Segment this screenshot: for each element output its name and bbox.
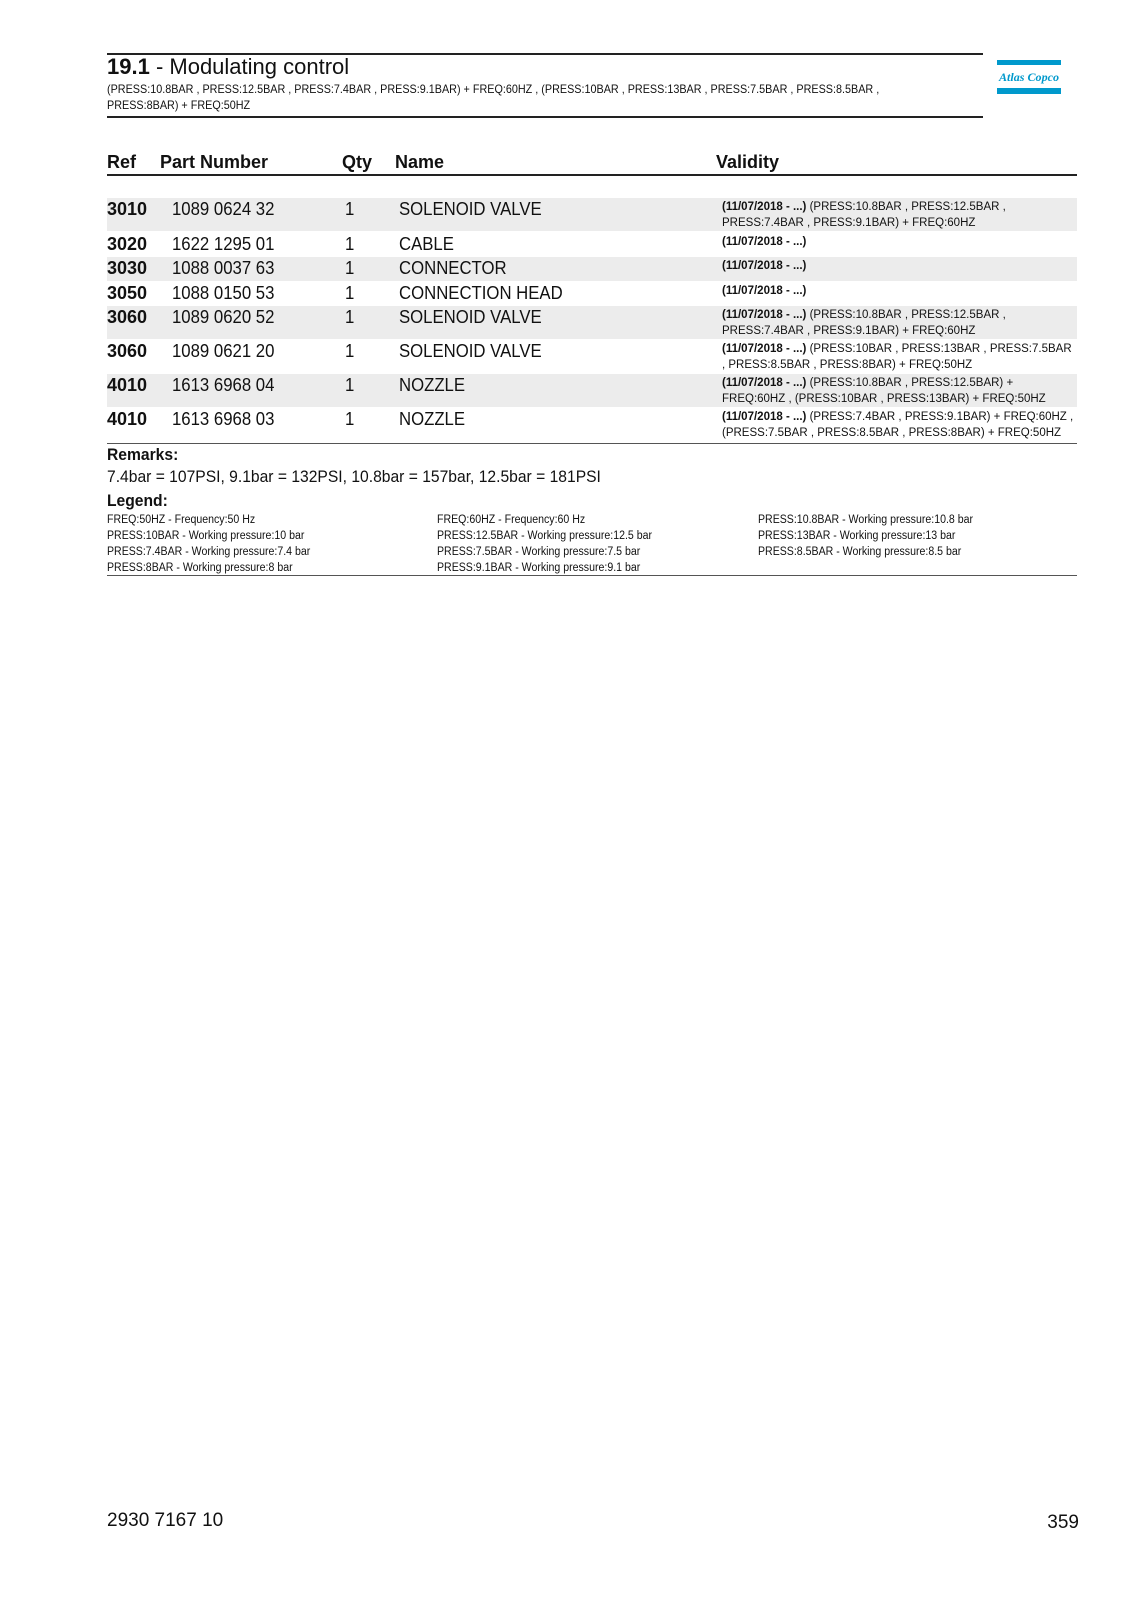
cell-name: CONNECTOR bbox=[399, 258, 507, 278]
cell-part-number: 1089 0620 52 bbox=[172, 307, 275, 327]
cell-name: SOLENOID VALVE bbox=[399, 307, 542, 327]
validity-text: (PRESS:10BAR , PRESS:13BAR , PRESS:7.5BAR , PRESS:8.5BAR , PRESS:8BAR) + FREQ:50HZ bbox=[722, 343, 1072, 371]
cell-name: CONNECTION HEAD bbox=[399, 283, 563, 303]
cell-qty: 1 bbox=[345, 375, 355, 395]
legend-item: PRESS:13BAR - Working pressure:13 bar bbox=[758, 530, 956, 542]
section-title-text: - Modulating control bbox=[149, 54, 350, 79]
legend-item: PRESS:10BAR - Working pressure:10 bar bbox=[107, 530, 305, 542]
cell-part-number: 1089 0624 32 bbox=[172, 199, 275, 219]
validity-date: (11/07/2018 - ...) bbox=[722, 236, 807, 248]
table-row bbox=[107, 233, 1077, 257]
legend-item: PRESS:8BAR - Working pressure:8 bar bbox=[107, 562, 293, 574]
cell-name: SOLENOID VALVE bbox=[399, 341, 542, 361]
table-header-rule bbox=[107, 174, 1077, 176]
cell-ref: 3010 bbox=[107, 199, 148, 219]
cell-qty: 1 bbox=[345, 283, 355, 303]
cell-ref: 3060 bbox=[107, 341, 148, 361]
remarks-heading: Remarks: bbox=[107, 445, 179, 464]
cell-qty: 1 bbox=[345, 341, 355, 361]
cell-ref: 4010 bbox=[107, 375, 148, 395]
cell-part-number: 1613 6968 04 bbox=[172, 375, 275, 395]
cell-name: NOZZLE bbox=[399, 409, 466, 429]
cell-validity bbox=[722, 235, 1077, 251]
column-header-part-number: Part Number bbox=[160, 152, 269, 172]
validity-text: (PRESS:7.4BAR , PRESS:9.1BAR) + FREQ:60HZ , (PRESS:7.5BAR , PRESS:8.5BAR , PRESS:8BAR) + FREQ:50HZ bbox=[722, 411, 1074, 439]
section-subtitle: (PRESS:10.8BAR , PRESS:12.5BAR , PRESS:7.4BAR , PRESS:9.1BAR) + FREQ:60HZ , (PRESS:10BAR , PRESS:13BAR , PRESS:7.5BAR , PRESS:8.5BAR , PRESS:8BAR) + FREQ:50HZ bbox=[107, 82, 880, 112]
cell-validity bbox=[722, 259, 1077, 275]
page-number: 359 bbox=[1047, 1512, 1079, 1533]
cell-name: NOZZLE bbox=[399, 375, 466, 395]
document-number: 2930 7167 10 bbox=[107, 1510, 224, 1531]
legend-item: FREQ:50HZ - Frequency:50 Hz bbox=[107, 514, 256, 526]
section-title bbox=[107, 54, 349, 80]
cell-validity bbox=[722, 342, 1077, 373]
column-header-validity: Validity bbox=[716, 152, 780, 172]
validity-text: (PRESS:10.8BAR , PRESS:12.5BAR , PRESS:7.4BAR , PRESS:9.1BAR) + FREQ:60HZ bbox=[722, 201, 1006, 229]
table-row bbox=[107, 198, 1077, 231]
validity-text: (PRESS:10.8BAR , PRESS:12.5BAR , PRESS:7.4BAR , PRESS:9.1BAR) + FREQ:60HZ bbox=[722, 309, 1006, 337]
validity-date: (11/07/2018 - ...) bbox=[722, 343, 807, 355]
cell-validity bbox=[722, 284, 1077, 300]
table-row bbox=[107, 374, 1077, 407]
cell-qty: 1 bbox=[345, 307, 355, 327]
cell-validity bbox=[722, 200, 1077, 231]
table-end-rule bbox=[107, 443, 1077, 444]
section-number: 19.1 bbox=[107, 54, 150, 79]
cell-qty: 1 bbox=[345, 234, 355, 254]
table-row bbox=[107, 257, 1077, 281]
validity-date: (11/07/2018 - ...) bbox=[722, 201, 807, 213]
cell-validity bbox=[722, 308, 1077, 339]
legend-item: PRESS:9.1BAR - Working pressure:9.1 bar bbox=[437, 562, 641, 574]
legend-item: PRESS:8.5BAR - Working pressure:8.5 bar bbox=[758, 546, 962, 558]
column-header-ref: Ref bbox=[107, 152, 137, 172]
validity-date: (11/07/2018 - ...) bbox=[722, 377, 807, 389]
cell-ref: 3050 bbox=[107, 283, 148, 303]
cell-name: CABLE bbox=[399, 234, 454, 254]
cell-part-number: 1089 0621 20 bbox=[172, 341, 275, 361]
cell-ref: 3030 bbox=[107, 258, 148, 278]
remarks-text: 7.4bar = 107PSI, 9.1bar = 132PSI, 10.8bar = 157bar, 12.5bar = 181PSI bbox=[107, 467, 601, 486]
legend-end-rule bbox=[107, 575, 1077, 576]
table-row bbox=[107, 340, 1077, 373]
cell-ref: 4010 bbox=[107, 409, 148, 429]
validity-date: (11/07/2018 - ...) bbox=[722, 309, 807, 321]
legend-item: PRESS:12.5BAR - Working pressure:12.5 bar bbox=[437, 530, 653, 542]
legend-item: PRESS:10.8BAR - Working pressure:10.8 bar bbox=[758, 514, 974, 526]
cell-qty: 1 bbox=[345, 409, 355, 429]
cell-part-number: 1622 1295 01 bbox=[172, 234, 275, 254]
column-header-name: Name bbox=[395, 152, 445, 172]
table-row bbox=[107, 408, 1077, 442]
table-row bbox=[107, 306, 1077, 339]
validity-date: (11/07/2018 - ...) bbox=[722, 285, 807, 297]
legend-item: PRESS:7.4BAR - Working pressure:7.4 bar bbox=[107, 546, 311, 558]
cell-qty: 1 bbox=[345, 199, 355, 219]
logo-text: Atlas Copco bbox=[997, 70, 1059, 84]
header-bottom-rule bbox=[107, 116, 983, 118]
cell-part-number: 1613 6968 03 bbox=[172, 409, 275, 429]
table-row bbox=[107, 282, 1077, 306]
cell-part-number: 1088 0150 53 bbox=[172, 283, 275, 303]
legend-item: PRESS:7.5BAR - Working pressure:7.5 bar bbox=[437, 546, 641, 558]
validity-text: (PRESS:10.8BAR , PRESS:12.5BAR) + FREQ:60HZ , (PRESS:10BAR , PRESS:13BAR) + FREQ:50HZ bbox=[722, 377, 1046, 405]
cell-validity bbox=[722, 376, 1077, 407]
cell-ref: 3060 bbox=[107, 307, 148, 327]
cell-qty: 1 bbox=[345, 258, 355, 278]
legend-heading: Legend: bbox=[107, 491, 168, 510]
cell-name: SOLENOID VALVE bbox=[399, 199, 542, 219]
atlas-copco-logo bbox=[997, 60, 1061, 96]
validity-date: (11/07/2018 - ...) bbox=[722, 260, 807, 272]
cell-part-number: 1088 0037 63 bbox=[172, 258, 275, 278]
cell-validity bbox=[722, 410, 1077, 441]
cell-ref: 3020 bbox=[107, 234, 148, 254]
column-header-qty: Qty bbox=[342, 152, 373, 172]
validity-date: (11/07/2018 - ...) bbox=[722, 411, 807, 423]
legend-item: FREQ:60HZ - Frequency:60 Hz bbox=[437, 514, 586, 526]
